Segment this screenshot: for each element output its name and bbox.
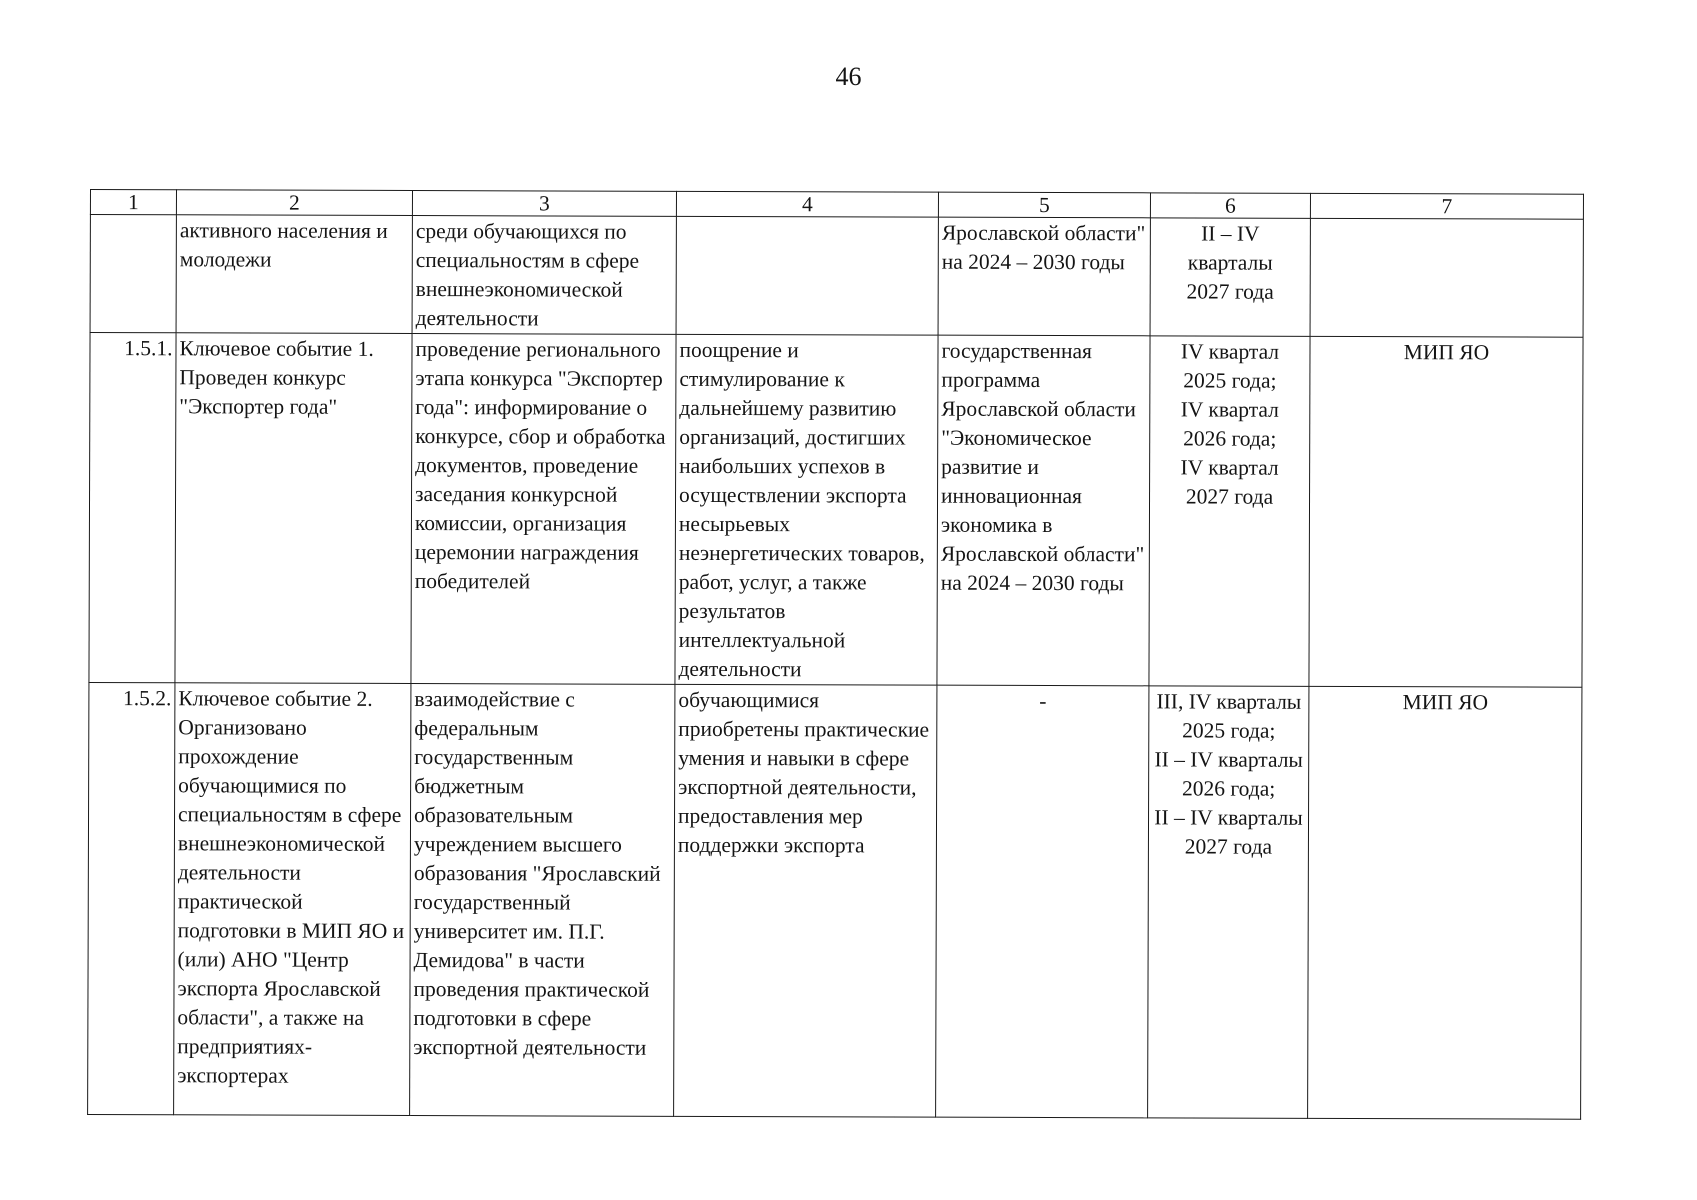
executor-cell xyxy=(1310,218,1583,337)
period-cell: III, IV кварталы 2025 года; II – IV кварталы 2026 года; II – IV кварталы 2027 года xyxy=(1148,686,1309,1119)
column-header: 7 xyxy=(1310,193,1583,219)
executor-cell: МИП ЯО xyxy=(1309,336,1583,687)
result-cell: обучающимися приобретены практические умения и навыки в сфере экспортной деятельности, предоставления мер поддержки экспорта xyxy=(674,684,937,1117)
result-cell xyxy=(676,216,938,335)
column-header: 6 xyxy=(1150,193,1310,219)
result-cell: поощрение и стимулирование к дальнейшему развитию организаций, достигших наибольших успехов в осуществлении экспорта несырьевых неэнергетических товаров, работ, услуг, а также результатов интеллектуальной деятельности xyxy=(675,334,938,685)
content-cell: среди обучающихся по специальностям в сфере внешнеэкономической деятельности xyxy=(412,216,676,335)
table-row xyxy=(90,215,1583,338)
event-cell: Ключевое событие 2. Организовано прохождение обучающимися по специальностям в сфере внешнеэкономической деятельности практической подготовки в МИП ЯО и (или) АНО "Центр экспорта Ярославской области", а также на предприятиях-экспортерах xyxy=(174,683,411,1116)
row-number xyxy=(90,215,176,333)
period-cell: II – IV кварталы 2027 года xyxy=(1150,218,1310,337)
source-cell: государственная программа Ярославской области "Экономическое развитие и инновационная экономика в Ярославской области" на 2024 – 2030 годы xyxy=(937,335,1150,686)
column-header: 1 xyxy=(90,190,176,215)
executor-cell: МИП ЯО xyxy=(1308,686,1582,1119)
column-header: 4 xyxy=(676,191,938,217)
plan-table-container xyxy=(87,189,1583,1120)
column-header: 2 xyxy=(176,190,412,216)
column-header: 3 xyxy=(412,191,676,217)
page-number: 46 xyxy=(835,62,862,91)
table-row xyxy=(88,682,1582,1119)
event-cell: активного населения и молодежи xyxy=(176,215,412,334)
plan-table xyxy=(87,189,1584,1120)
row-number: 1.5.1. xyxy=(89,333,176,683)
column-header: 5 xyxy=(938,192,1150,218)
source-cell: Ярославской области" на 2024 – 2030 годы xyxy=(938,217,1150,336)
row-number: 1.5.2. xyxy=(88,682,175,1114)
period-cell: IV квартал 2025 года; IV квартал 2026 года; IV квартал 2027 года xyxy=(1149,336,1310,687)
table-row xyxy=(89,333,1583,688)
source-cell: - xyxy=(936,685,1149,1118)
event-cell: Ключевое событие 1. Проведен конкурс "Экспортер года" xyxy=(175,333,412,684)
content-cell: проведение регионального этапа конкурса "Экспортер года": информирование о конкурсе, сбор и обработка документов, проведение заседания конкурсной комиссии, организация церемонии награждения победителей xyxy=(411,334,676,685)
content-cell: взаимодействие с федеральным государственным бюджетным образовательным учреждением высшего образования "Ярославский государственный университет им. П.Г. Демидова" в части проведения практической подготовки в сфере экспортной деятельности xyxy=(410,684,675,1117)
